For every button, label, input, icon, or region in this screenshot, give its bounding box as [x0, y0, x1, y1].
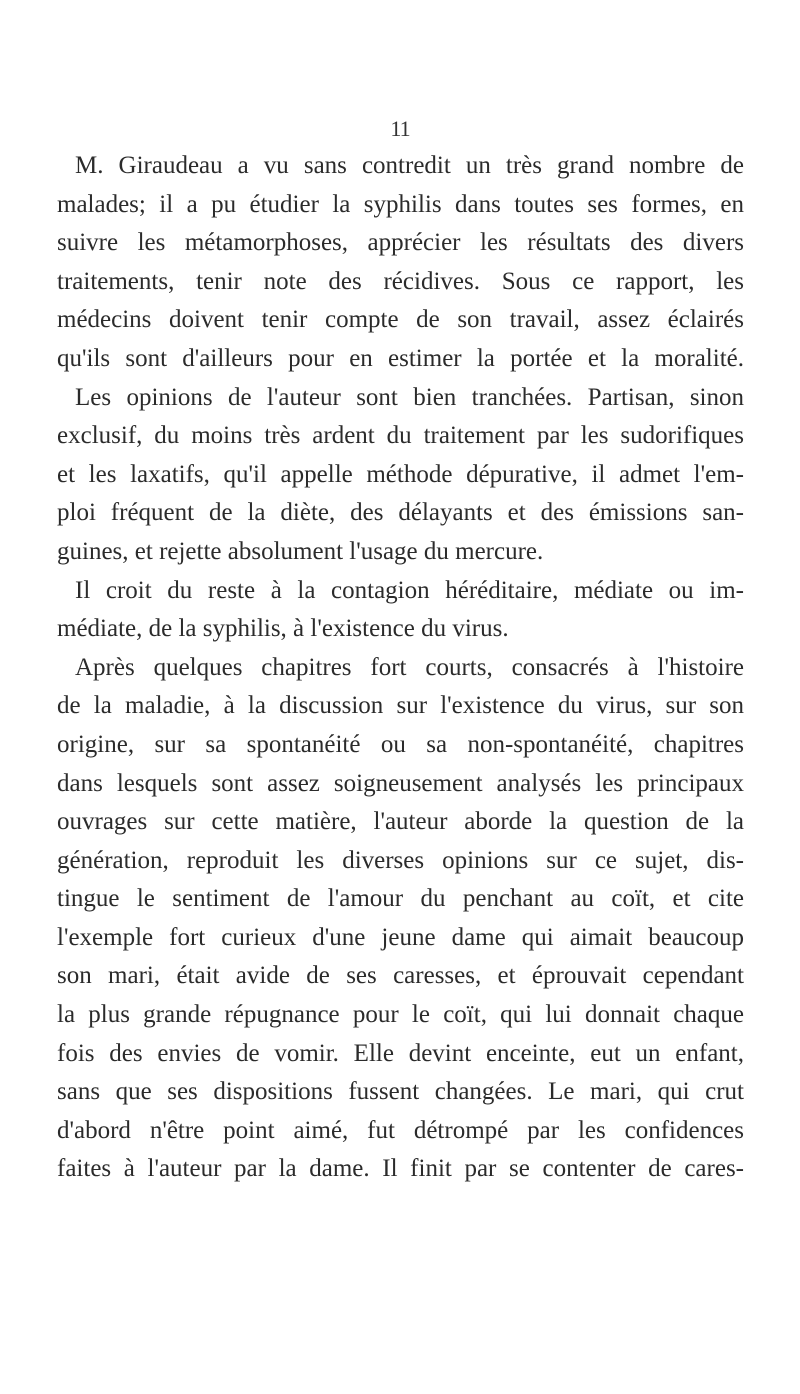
text-line: et les laxatifs, qu'il appelle méthode dépurative, il admet l'em- — [57, 460, 744, 488]
text-line: dans lesquels sont assez soigneusement analysés les principaux — [57, 769, 744, 797]
text-line: ploi fréquent de la diète, des délayants et des émissions san- — [57, 499, 744, 527]
page-number: 11 — [390, 116, 410, 141]
text-line: la plus grande répugnance pour le coït, qui lui donnait chaque — [57, 1001, 744, 1029]
text-line: Il croit du reste à la contagion héréditaire, médiate ou im- — [75, 576, 744, 604]
text-line: guines, et rejette absolument l'usage du mercure. — [57, 537, 544, 565]
text-line: origine, sur sa spontanéité ou sa non-spontanéité, chapitres — [57, 730, 744, 758]
text-line: qu'ils sont d'ailleurs pour en estimer la portée et la moralité. — [57, 344, 744, 372]
text-line: Les opinions de l'auteur sont bien tranchées. Partisan, sinon — [75, 383, 744, 411]
text-line: traitements, tenir note des récidives. Sous ce rapport, les — [57, 267, 744, 295]
text-line: son mari, était avide de ses caresses, et éprouvait cependant — [57, 962, 744, 990]
text-line: sans que ses dispositions fussent changées. Le mari, qui crut — [57, 1078, 744, 1106]
body-text — [57, 147, 744, 1189]
text-line: de la maladie, à la discussion sur l'existence du virus, sur son — [57, 692, 744, 720]
text-line: médecins doivent tenir compte de son travail, assez éclairés — [57, 306, 744, 334]
text-line: tingue le sentiment de l'amour du penchant au coït, et cite — [57, 885, 744, 913]
text-line: suivre les métamorphoses, apprécier les résultats des divers — [57, 229, 744, 257]
text-line: l'exemple fort curieux d'une jeune dame qui aimait beaucoup — [57, 923, 744, 951]
text-line: faites à l'auteur par la dame. Il finit par se contenter de cares- — [57, 1155, 744, 1183]
text-line: Après quelques chapitres fort courts, consacrés à l'histoire — [75, 653, 744, 681]
text-line: médiate, de la syphilis, à l'existence du virus. — [57, 615, 509, 643]
text-line: M. Giraudeau a vu sans contredit un très grand nombre de — [75, 152, 744, 179]
text-line: malades; il a pu étudier la syphilis dans toutes ses formes, en — [57, 190, 744, 218]
text-line: fois des envies de vomir. Elle devint enceinte, eut un enfant, — [57, 1039, 744, 1067]
text-line: ouvrages sur cette matière, l'auteur aborde la question de la — [57, 808, 744, 836]
text-line: exclusif, du moins très ardent du traitement par les sudorifiques — [57, 422, 744, 450]
text-line: d'abord n'être point aimé, fut détrompé par les confidences — [57, 1116, 744, 1144]
text-line: génération, reproduit les diverses opinions sur ce sujet, dis- — [57, 846, 744, 874]
